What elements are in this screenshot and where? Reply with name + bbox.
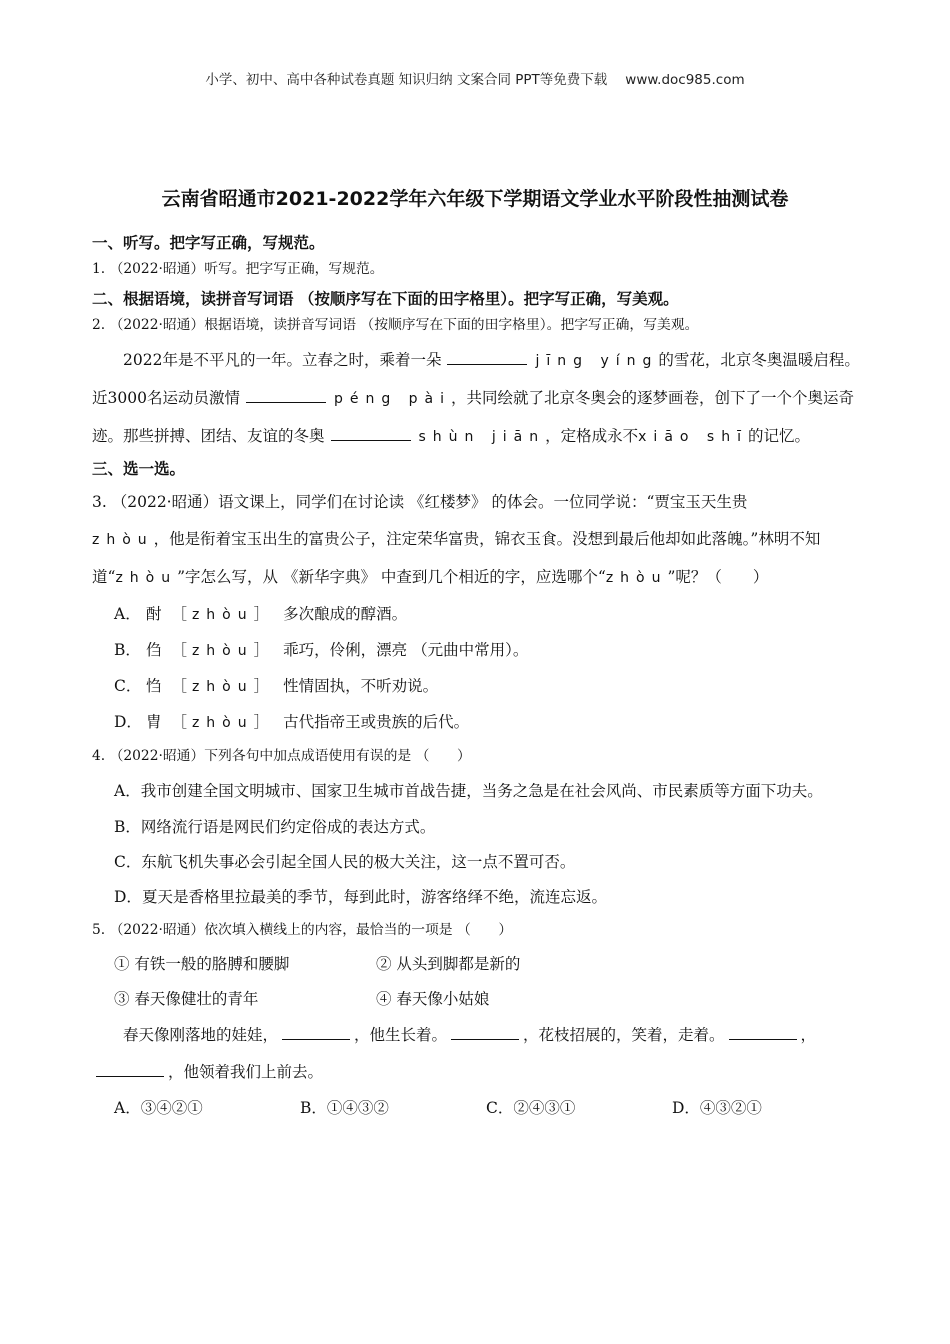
answer-blank-2[interactable] — [246, 388, 326, 403]
option-text: 东航飞机失事必会引起全国人民的极大关注，这一点不置可否。 — [141, 853, 576, 871]
section-2-heading: 二、根据语境，读拼音写词语 （按顺序写在下面的田字格里）。把字写正确，写美观。 — [92, 290, 679, 308]
option-label: A． — [114, 605, 141, 623]
option-b[interactable]: B．①④③② — [300, 1099, 389, 1117]
question-5 — [92, 919, 862, 941]
question-4-option-d[interactable] — [92, 880, 862, 915]
question-1-number: 1. — [92, 261, 106, 277]
option-text: 夏天是香格里拉最美的季节，每到此时，游客络绎不绝，流连忘返。 — [141, 888, 607, 906]
question-5-options — [92, 1091, 862, 1126]
question-5-items-row-1 — [92, 947, 862, 982]
fill-blank-1[interactable] — [282, 1025, 350, 1040]
question-4-text: （2022·昭通）下列各句中加点成语使用有误的是 （ ） — [109, 748, 471, 764]
question-3-number: 3. — [92, 493, 107, 511]
question-3-text: ”呢？（ ） — [667, 568, 769, 586]
passage-text: 2022年是不平凡的一年。立春之时，乘着一朵 — [123, 351, 442, 369]
option-char: 㑇 — [146, 641, 162, 659]
question-5-text: （2022·昭通）依次填入横线上的内容，最恰当的一项是 （ ） — [109, 922, 513, 938]
question-3-option-d[interactable]: D． 胄 ［ zhòu］ 古代指帝王或贵族的后代。 — [92, 705, 862, 741]
option-label: D． — [114, 713, 142, 731]
passage-text: ， — [800, 1026, 817, 1044]
list-item: ① 有铁一般的胳膊和腰脚 — [114, 955, 290, 973]
option-pinyin: zhòu — [191, 643, 254, 659]
option-definition: 性情固执，不听劝说。 — [283, 677, 439, 695]
list-item: ③ 春天像健壮的青年 — [114, 990, 259, 1008]
question-3-option-a[interactable]: A． 酎 ［ zhòu］ 多次酿成的醇酒。 — [92, 597, 862, 633]
section-3-heading: 三、选一选。 — [92, 460, 186, 478]
option-d[interactable]: D．④③②① — [672, 1099, 762, 1117]
question-1-text: （2022·昭通）听写。把字写正确，写规范。 — [109, 261, 384, 277]
passage-text: 的记忆。 — [747, 427, 810, 445]
passage-text: ，他领着我们上前去。 — [168, 1063, 324, 1081]
fill-blank-3[interactable] — [729, 1025, 797, 1040]
exam-content — [92, 230, 862, 1126]
option-char: 酎 — [146, 605, 162, 623]
option-text: 网络流行语是网民们约定俗成的表达方式。 — [140, 818, 436, 836]
pinyin-4: xiāo shī — [638, 429, 748, 445]
answer-blank-1[interactable] — [447, 350, 527, 365]
option-definition: 乖巧，伶俐，漂亮 （元曲中常用）。 — [283, 641, 529, 659]
option-c[interactable]: C．②④③① — [486, 1099, 576, 1117]
option-label: B． — [114, 641, 141, 659]
passage-text: ，花枝招展的，笑着，走着。 — [523, 1026, 725, 1044]
page-header — [0, 68, 950, 88]
question-4 — [92, 745, 862, 767]
pinyin-3: shùn jiān — [418, 429, 546, 445]
option-label: B． — [114, 818, 141, 836]
question-2-text: （2022·昭通）根据语境，读拼音写词语 （按顺序写在下面的田字格里）。把字写正确，写美观。 — [109, 317, 699, 333]
passage-text: ，定格成永不 — [545, 427, 639, 445]
passage-text: 的雪花，北京冬奥温暖启程。近3000名运动员激情 — [92, 351, 860, 407]
list-item: ② 从头到脚都是新的 — [376, 955, 521, 973]
passage-text: ，共同绘就了北京冬奥会的逐梦画卷，创下了一个个奥运奇迹。那些拼搏、团结、友谊的冬奥 — [92, 389, 855, 445]
question-1 — [92, 258, 862, 280]
question-3-text: （2022·昭通）语文课上，同学们在讨论读 《红楼梦》 的体会。一位同学说：“贾宝玉天生贵 — [111, 493, 748, 511]
question-2-passage — [92, 342, 862, 456]
header-text: 小学、初中、高中各种试卷真题 知识归纳 文案合同 PPT等免费下载 — [205, 72, 608, 88]
answer-blank-3[interactable] — [331, 426, 411, 441]
option-definition: 多次酿成的醇酒。 — [283, 605, 408, 623]
option-pinyin: zhòu — [191, 715, 254, 731]
section-1-heading: 一、听写。把字写正确，写规范。 — [92, 234, 325, 252]
question-4-number: 4. — [92, 748, 106, 764]
option-pinyin: zhòu — [191, 607, 254, 623]
option-pinyin: zhòu — [191, 679, 254, 695]
question-5-passage — [92, 1017, 862, 1091]
question-2 — [92, 314, 862, 336]
question-4-option-b[interactable] — [92, 810, 862, 845]
question-3-option-c[interactable]: C． 㤘 ［ zhòu］ 性情固执，不听劝说。 — [92, 669, 862, 705]
pinyin-zhou: zhòu — [115, 570, 178, 586]
document-title: 云南省昭通市2021-2022学年六年级下学期语文学业水平阶段性抽测试卷 — [161, 188, 789, 210]
question-4-option-c[interactable] — [92, 845, 862, 880]
list-item: ④ 春天像小姑娘 — [376, 990, 490, 1008]
option-label: A． — [114, 782, 141, 800]
question-4-option-a[interactable] — [92, 773, 862, 810]
question-5-items-row-2 — [92, 982, 862, 1017]
question-3-text: ”字怎么写，从 《新华字典》 中查到几个相近的字，应选哪个“ — [177, 568, 606, 586]
header-url[interactable]: www.doc985.com — [625, 72, 745, 88]
option-a[interactable]: A．③④②① — [114, 1099, 203, 1117]
option-label: C． — [114, 677, 142, 695]
pinyin-2: péng pài — [333, 391, 452, 407]
option-text: 我市创建全国文明城市、国家卫生城市首战告捷，当务之急是在社会风尚、市民素质等方面下功夫。 — [140, 782, 823, 800]
option-char: 胄 — [146, 713, 162, 731]
pinyin-zhou: zhòu — [605, 570, 668, 586]
pinyin-zhou: zhòu — [92, 532, 154, 548]
fill-blank-4[interactable] — [96, 1062, 164, 1077]
question-2-number: 2. — [92, 317, 106, 333]
passage-text: ，他生长着。 — [354, 1026, 448, 1044]
option-char: 㤘 — [146, 677, 162, 695]
option-label: D． — [114, 888, 142, 906]
option-definition: 古代指帝王或贵族的后代。 — [283, 713, 470, 731]
question-3-stem — [92, 484, 862, 597]
passage-text: 春天像刚落地的娃娃， — [123, 1026, 279, 1044]
question-3-text: ，他是衔着宝玉出生的富贵公子，注定荣华富贵，锦衣玉食。没想到最后他却如此落魄。”林明不知道“ — [92, 530, 821, 586]
question-3-option-b[interactable]: B． 㑇 ［ zhòu］ 乖巧，伶俐，漂亮 （元曲中常用）。 — [92, 633, 862, 669]
pinyin-1: jīng yíng — [535, 353, 659, 369]
question-5-number: 5. — [92, 922, 106, 938]
fill-blank-2[interactable] — [451, 1025, 519, 1040]
option-label: C． — [114, 853, 142, 871]
